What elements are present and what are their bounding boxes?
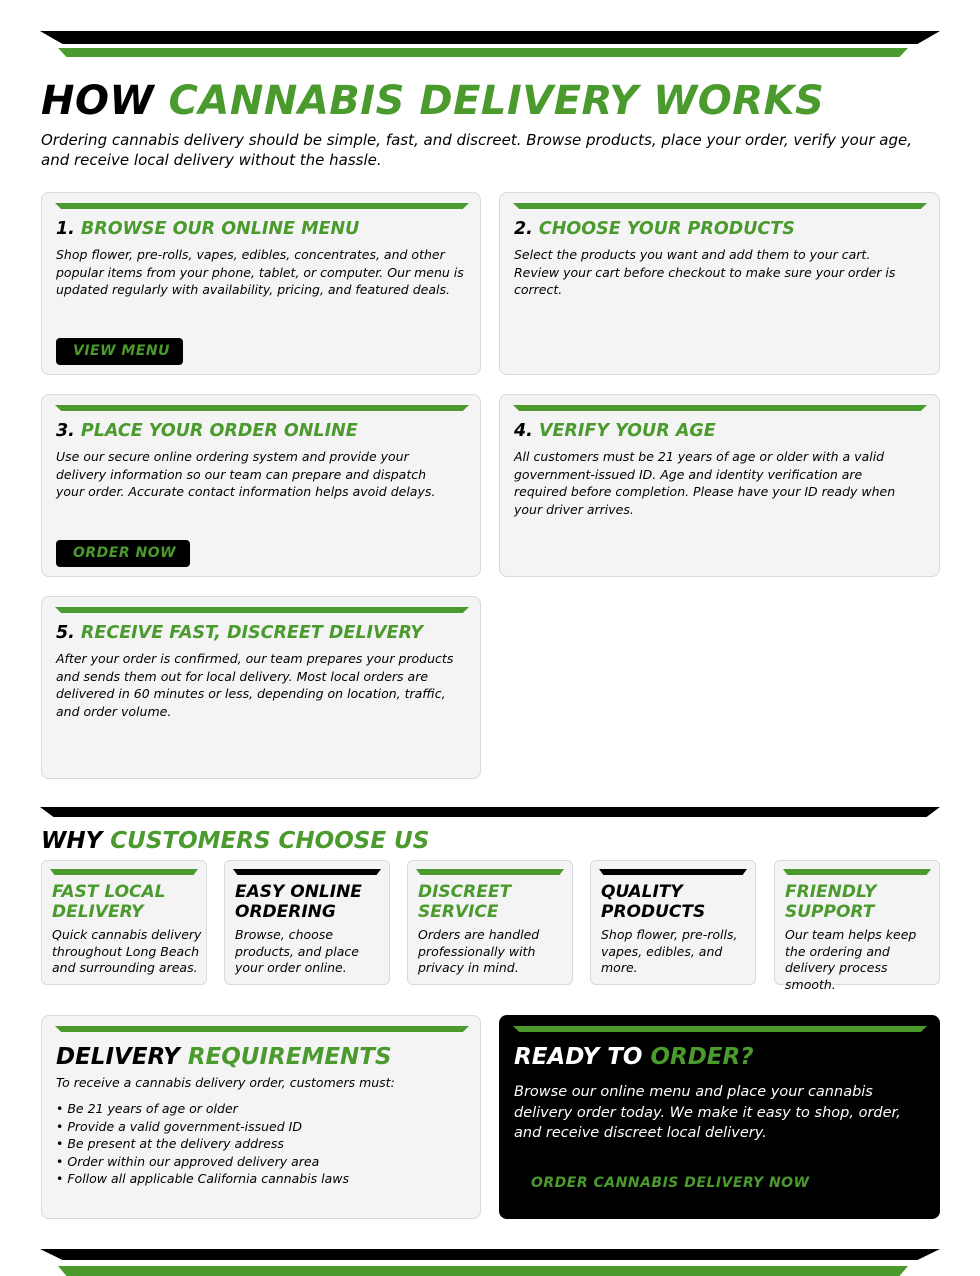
why-card-title: EASY ONLINE ORDERING	[235, 882, 362, 922]
delivery-requirements-card	[41, 1015, 481, 1219]
why-card-easy-ordering	[224, 860, 390, 985]
card-stripe	[513, 405, 927, 411]
step-title-text: RECEIVE FAST, DISCREET DELIVERY	[80, 623, 424, 643]
cta-title-white: READY TO	[514, 1044, 643, 1070]
requirements-title	[56, 1044, 392, 1070]
step-title	[56, 421, 358, 441]
requirements-list	[56, 1100, 349, 1188]
step-card-1	[41, 192, 481, 375]
step-title	[56, 623, 423, 643]
step-number: 3.	[56, 421, 75, 441]
section-divider-bar	[40, 807, 940, 817]
ready-to-order-card	[499, 1015, 940, 1219]
requirement-item: • Be 21 years of age or older	[56, 1100, 349, 1118]
cta-title-green: ORDER?	[650, 1044, 754, 1070]
card-stripe	[50, 869, 198, 875]
why-title	[41, 828, 429, 854]
top-green-bar	[58, 48, 908, 57]
requirements-intro: To receive a cannabis delivery order, customers must:	[56, 1075, 395, 1090]
requirements-title-black: DELIVERY	[56, 1044, 180, 1070]
why-card-text: Our team helps keep the ordering and delivery process smooth.	[785, 927, 917, 992]
step-text: Use our secure online ordering system and provide your delivery information so our team can prepare and dispatch your order. Accurate contact information helps avoid delays.	[56, 449, 436, 499]
step-card-4	[499, 394, 940, 577]
why-card-text: Quick cannabis delivery throughout Long Beach and surrounding areas.	[52, 927, 202, 975]
requirement-item: • Provide a valid government-issued ID	[56, 1118, 349, 1136]
step-title-text: CHOOSE YOUR PRODUCTS	[538, 219, 795, 239]
step-title-text: PLACE YOUR ORDER ONLINE	[80, 421, 358, 441]
step-title-text: BROWSE OUR ONLINE MENU	[80, 219, 360, 239]
step-number: 2.	[514, 219, 533, 239]
step-card-3	[41, 394, 481, 577]
order-cannabis-delivery-button[interactable]: ORDER CANNABIS DELIVERY NOW	[514, 1170, 814, 1197]
card-stripe	[513, 1026, 927, 1032]
why-card-text: Orders are handled professionally with privacy in mind.	[418, 927, 540, 975]
why-card-title: FRIENDLY SUPPORT	[785, 882, 877, 922]
card-stripe	[55, 1026, 469, 1032]
requirement-item: • Follow all applicable California cannabis laws	[56, 1170, 349, 1188]
why-title-black: WHY	[41, 828, 103, 854]
cta-title	[514, 1044, 754, 1070]
card-stripe	[783, 869, 931, 875]
order-now-button[interactable]: ORDER NOW	[56, 540, 190, 567]
why-card-quality-products	[590, 860, 756, 985]
step-text: Select the products you want and add them to your cart. Review your cart before checkout to make sure your order is correct.	[514, 247, 896, 297]
card-stripe	[513, 203, 927, 209]
step-title	[514, 219, 795, 239]
why-card-title: FAST LOCAL DELIVERY	[52, 882, 166, 922]
step-title	[56, 219, 359, 239]
why-card-title: QUALITY PRODUCTS	[601, 882, 706, 922]
view-menu-button[interactable]: VIEW MENU	[56, 338, 183, 365]
step-card-2	[499, 192, 940, 375]
step-number: 4.	[514, 421, 533, 441]
page-title	[41, 78, 824, 124]
why-card-discreet-service	[407, 860, 573, 985]
page-title-green: CANNABIS DELIVERY WORKS	[168, 78, 825, 124]
why-card-fast-delivery	[41, 860, 207, 985]
requirement-item: • Order within our approved delivery area	[56, 1153, 349, 1171]
step-title-text: VERIFY YOUR AGE	[538, 421, 716, 441]
step-text: Shop flower, pre-rolls, vapes, edibles, concentrates, and other popular items from your phone, tablet, or computer. Our menu is updated regularly with availability, pricing, and featured deals.	[56, 247, 464, 297]
card-stripe	[416, 869, 564, 875]
requirement-item: • Be present at the delivery address	[56, 1135, 349, 1153]
step-text: All customers must be 21 years of age or older with a valid government-issued ID. Age and identity verification are required before completion. Please have your ID ready when your driver arrives.	[514, 449, 896, 517]
card-stripe	[599, 869, 747, 875]
intro-text: Ordering cannabis delivery should be simple, fast, and discreet. Browse products, place your order, verify your age, and receive local delivery without the hassle.	[41, 131, 912, 169]
step-text: After your order is confirmed, our team prepares your products and sends them out for local delivery. Most local orders are delivered in 60 minutes or less, depending on location, traffic, and order volume.	[56, 651, 454, 719]
requirements-title-green: REQUIREMENTS	[187, 1044, 392, 1070]
card-stripe	[55, 203, 469, 209]
top-black-bar	[40, 31, 940, 44]
why-title-green: CUSTOMERS CHOOSE US	[110, 828, 430, 854]
step-number: 1.	[56, 219, 75, 239]
why-card-text: Browse, choose products, and place your order online.	[235, 927, 359, 975]
page-title-black: HOW	[41, 78, 155, 124]
why-card-friendly-support	[774, 860, 940, 992]
card-stripe	[55, 607, 469, 613]
step-number: 5.	[56, 623, 75, 643]
bottom-black-bar	[40, 1249, 940, 1260]
step-card-5	[41, 596, 481, 779]
why-card-title: DISCREET SERVICE	[418, 882, 512, 922]
card-stripe	[55, 405, 469, 411]
card-stripe	[233, 869, 381, 875]
why-card-text: Shop flower, pre-rolls, vapes, edibles, and more.	[601, 927, 738, 975]
cta-text: Browse our online menu and place your cannabis delivery order today. We make it easy to shop, order, and receive discreet local delivery.	[514, 1084, 901, 1141]
bottom-green-bar	[58, 1266, 908, 1276]
step-title	[514, 421, 716, 441]
